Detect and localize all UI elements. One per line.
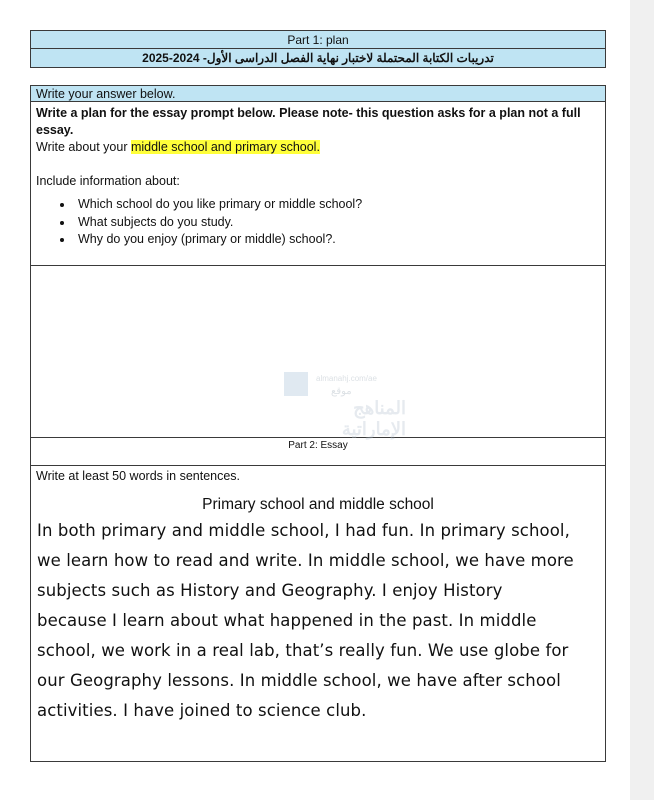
watermark-url: almanahj.com/ae	[316, 374, 377, 383]
write-about-prefix: Write about your	[36, 140, 131, 154]
watermark-arabic-large: المناهج الإماراتية	[341, 398, 406, 439]
prompt-instruction: Write a plan for the essay prompt below. Please note- this question asks for a plan not a full essay.	[36, 106, 581, 137]
plan-answer-area[interactable]	[31, 266, 605, 438]
year-label: 2024-2025	[142, 51, 200, 65]
arabic-title: تدريبات الكتابة المحتملة لاختبار نهاية الفصل الدراسى الأول-	[202, 51, 494, 65]
part1-title: Part 1: plan	[31, 31, 605, 49]
bullet-item: • Which school do you like primary or middle school?	[74, 196, 599, 214]
write-about-line	[36, 139, 599, 156]
arabic-title-row	[31, 49, 605, 67]
watermark-logo	[276, 366, 406, 439]
watermark-square-icon	[284, 372, 308, 396]
essay-line: activities. I have joined to science club.	[37, 701, 367, 720]
bullet-item: • What subjects do you study.	[74, 214, 599, 232]
essay-line: subjects such as History and Geography. I enjoy History	[37, 581, 503, 600]
essay-cell[interactable]	[31, 467, 605, 761]
bullet-item: • Why do you enjoy (primary or middle) school?.	[74, 231, 599, 249]
part2-title: Part 2: Essay	[31, 438, 605, 466]
spacer	[36, 156, 599, 173]
main-table	[30, 85, 606, 762]
watermark-arabic-small: موقع	[331, 386, 352, 397]
essay-title: Primary school and middle school	[202, 496, 434, 513]
essay-instruction: Write at least 50 words in sentences.	[36, 469, 241, 483]
essay-line: In both primary and middle school, I had fun. In primary school,	[37, 521, 570, 540]
essay-line: we learn how to read and write. In middle school, we have more	[37, 551, 574, 570]
write-about-highlight: middle school and primary school.	[130, 140, 320, 154]
prompt-cell	[31, 102, 605, 266]
prompt-bullet-list	[36, 196, 599, 249]
header-table	[30, 30, 606, 68]
essay-body	[36, 516, 600, 726]
essay-line: school, we work in a real lab, that’s really fun. We use globe for	[37, 641, 569, 660]
answer-label: Write your answer below.	[31, 86, 605, 102]
essay-line: our Geography lessons. In middle school, we have after school	[37, 671, 561, 690]
essay-line: because I learn about what happened in the past. In middle	[37, 611, 537, 630]
include-label: Include information about:	[36, 174, 180, 188]
